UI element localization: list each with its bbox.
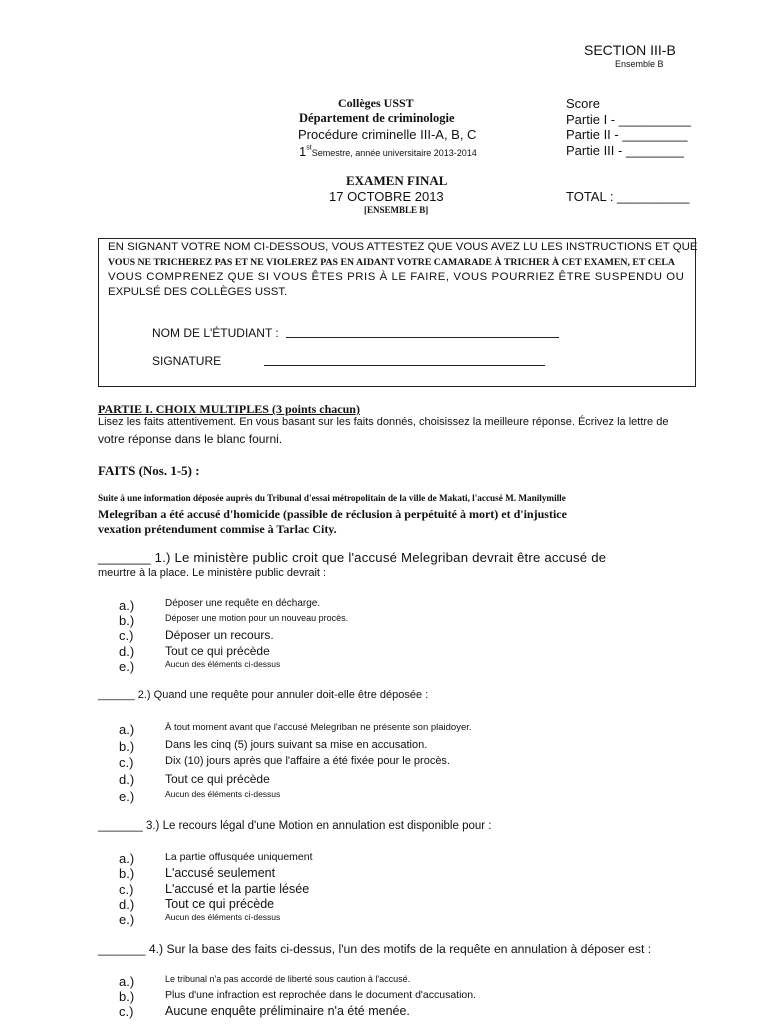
semester-text: Semestre, année universitaire 2013-2014 xyxy=(311,148,477,158)
option-letter: e.) xyxy=(119,659,135,674)
facts-title: FAITS (Nos. 1-5) : xyxy=(98,463,200,478)
student-name-label: NOM DE L'ÉTUDIANT : xyxy=(152,326,279,340)
option-letter: e.) xyxy=(119,912,135,927)
section-label: SECTION III-B xyxy=(584,42,676,58)
question-3-text: _______ 3.) Le recours légal d'une Motion en annulation est disponible pour : xyxy=(98,820,492,832)
option-text: Tout ce qui précède xyxy=(165,644,270,658)
option-letter: a.) xyxy=(119,974,135,989)
option-text: Déposer un recours. xyxy=(165,628,274,642)
school-name: Collèges USST xyxy=(338,96,414,110)
exam-date: 17 OCTOBRE 2013 xyxy=(329,189,444,204)
semester-number: 1 xyxy=(299,144,307,159)
score-part1: Partie I - __________ xyxy=(566,112,692,127)
score-total: TOTAL : __________ xyxy=(566,189,690,204)
ensemble-label: [ENSEMBLE B] xyxy=(364,205,429,215)
option-letter: c.) xyxy=(119,882,134,897)
option-letter: e.) xyxy=(119,789,135,804)
option-text: Tout ce qui précède xyxy=(165,897,275,911)
option-text: Le tribunal n'a pas accordé de liberté sous caution à l'accusé. xyxy=(165,974,411,984)
part1-instructions-1: Lisez les faits attentivement. En vous basant sur les faits donnés, choisissez la meilleure réponse. Écrivez la lettre de xyxy=(98,416,669,428)
score-part3: Partie III - ________ xyxy=(566,143,684,158)
question-2-text: ______ 2.) Quand une requête pour annuler doit-elle être déposée : xyxy=(98,689,429,701)
option-text: Aucun des éléments ci-dessus xyxy=(165,912,281,922)
facts-line-2: Melegriban a été accusé d'homicide (passible de réclusion à perpétuité à mort) et d'injustice xyxy=(98,507,567,521)
option-text: Aucune enquête préliminaire n'a été menée. xyxy=(165,1004,410,1018)
notice-line-2: VOUS NE TRICHEREZ PAS ET NE VIOLEREZ PAS EN AIDANT VOTRE CAMARADE À TRICHER À CET EXAMEN, ET CELA xyxy=(108,257,675,268)
part1-instructions-2: votre réponse dans le blanc fourni. xyxy=(98,432,283,446)
facts-line-1: Suite à une information déposée auprès du Tribunal d'essai métropolitain de la ville de Makati, l'accusé M. Manilymille xyxy=(98,493,566,503)
option-text: La partie offusquée uniquement xyxy=(165,851,313,863)
option-text: L'accusé et la partie lésée xyxy=(165,882,310,896)
option-letter: b.) xyxy=(119,739,135,754)
question-4-text: _______ 4.) Sur la base des faits ci-dessus, l'un des motifs de la requête en annulation à déposer est : xyxy=(98,942,652,956)
option-letter: c.) xyxy=(119,628,134,643)
option-letter: a.) xyxy=(119,598,135,613)
option-letter: b.) xyxy=(119,613,135,628)
signature-field[interactable] xyxy=(264,365,545,366)
option-text: Plus d'une infraction est reprochée dans le document d'accusation. xyxy=(165,989,477,1001)
part1-title: PARTIE I. CHOIX MULTIPLES (3 points chacun) xyxy=(98,402,360,416)
option-letter: d.) xyxy=(119,772,135,787)
exam-title: EXAMEN FINAL xyxy=(346,173,448,188)
question-1-text-cont: meurtre à la place. Le ministère public devrait : xyxy=(98,567,327,579)
option-text: Dans les cinq (5) jours suivant sa mise en accusation. xyxy=(165,739,428,751)
option-letter: c.) xyxy=(119,755,134,770)
option-letter: d.) xyxy=(119,644,135,659)
option-letter: d.) xyxy=(119,897,135,912)
semester-line xyxy=(299,143,477,161)
option-letter: c.) xyxy=(119,1004,134,1019)
option-text: Aucun des éléments ci-dessus xyxy=(165,789,281,799)
question-1-text: _______ 1.) Le ministère public croit que l'accusé Melegriban devrait être accusé de xyxy=(98,550,607,565)
option-text: Déposer une motion pour un nouveau procès. xyxy=(165,613,349,623)
option-text: Aucun des éléments ci-dessus xyxy=(165,659,281,669)
score-part2: Partie II - _________ xyxy=(566,127,688,142)
option-letter: a.) xyxy=(119,722,135,737)
option-letter: a.) xyxy=(119,851,135,866)
course-name: Procédure criminelle III-A, B, C xyxy=(298,127,477,142)
score-title: Score xyxy=(566,96,600,111)
student-name-field[interactable] xyxy=(286,337,559,338)
facts-line-3: vexation prétendument commise à Tarlac City. xyxy=(98,522,337,536)
notice-line-3: VOUS COMPRENEZ QUE SI VOUS ÊTES PRIS À LE FAIRE, VOUS POURRIEZ ÊTRE SUSPENDU OU xyxy=(108,271,685,283)
semester-suffix: st xyxy=(306,144,312,152)
option-text: Dix (10) jours après que l'affaire a été fixée pour le procès. xyxy=(165,755,450,767)
option-text: Déposer une requête en décharge. xyxy=(165,598,321,609)
notice-line-4: EXPULSÉ DES COLLÈGES USST. xyxy=(108,286,288,298)
option-text: Tout ce qui précède xyxy=(165,772,270,786)
department-name: Département de criminologie xyxy=(299,111,455,125)
option-letter: b.) xyxy=(119,866,135,881)
option-text: L'accusé seulement xyxy=(165,866,276,880)
option-text: À tout moment avant que l'accusé Melegriban ne présente son plaidoyer. xyxy=(165,722,472,733)
signature-label: SIGNATURE xyxy=(152,354,222,368)
set-label: Ensemble B xyxy=(615,59,664,69)
option-letter: b.) xyxy=(119,989,135,1004)
notice-line-1: EN SIGNANT VOTRE NOM CI-DESSOUS, VOUS ATTESTEZ QUE VOUS AVEZ LU LES INSTRUCTIONS ET QUE xyxy=(108,241,698,253)
